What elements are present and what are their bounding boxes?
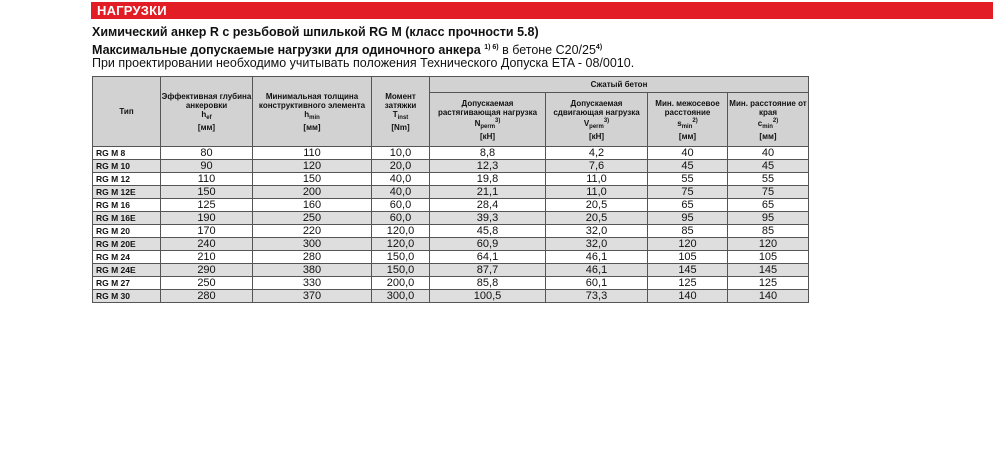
product-title: Химический анкер R с резьбовой шпилькой RG M (класс прочности 5.8) — [92, 25, 539, 39]
section-banner — [91, 2, 993, 19]
col-header-type: Тип — [93, 77, 161, 147]
row-type-cell: RG M 24 — [93, 251, 161, 264]
row-value-cell: 280 — [253, 251, 372, 264]
table-row — [93, 290, 809, 303]
row-value-cell: 125 — [648, 277, 728, 290]
row-value-cell: 150 — [253, 173, 372, 186]
row-value-cell: 240 — [161, 238, 253, 251]
row-value-cell: 90 — [161, 160, 253, 173]
col-header-cmin: Мин. расстояние от края $c_{min}^{2)}$ [мм] — [728, 93, 809, 147]
table-row — [93, 238, 809, 251]
table-row — [93, 147, 809, 160]
row-value-cell: 210 — [161, 251, 253, 264]
col-header-tinst: Момент затяжки $T_{inst}$ [Nm] — [372, 77, 430, 147]
row-value-cell: 95 — [728, 212, 809, 225]
row-value-cell: 20,5 — [546, 212, 648, 225]
table-row — [93, 199, 809, 212]
row-value-cell: 45 — [728, 160, 809, 173]
row-value-cell: 39,3 — [430, 212, 546, 225]
row-value-cell: 150,0 — [372, 264, 430, 277]
loads-subtitle: Максимальные допускаемые нагрузки для одиночного анкера $^{1) 6)}$ в бетоне С20/25$^{4)}$ — [92, 43, 603, 57]
row-value-cell: 40 — [728, 147, 809, 160]
row-type-cell: RG M 20 — [93, 225, 161, 238]
row-value-cell: 100,5 — [430, 290, 546, 303]
row-type-cell: RG M 12E — [93, 186, 161, 199]
row-value-cell: 45 — [648, 160, 728, 173]
row-type-cell: RG M 16E — [93, 212, 161, 225]
row-value-cell: 220 — [253, 225, 372, 238]
row-value-cell: 7,6 — [546, 160, 648, 173]
row-value-cell: 32,0 — [546, 225, 648, 238]
row-value-cell: 55 — [648, 173, 728, 186]
table-row — [93, 160, 809, 173]
row-value-cell: 200,0 — [372, 277, 430, 290]
row-value-cell: 300 — [253, 238, 372, 251]
row-value-cell: 11,0 — [546, 186, 648, 199]
loads-table — [92, 76, 809, 303]
row-value-cell: 120 — [253, 160, 372, 173]
row-value-cell: 290 — [161, 264, 253, 277]
row-value-cell: 85 — [648, 225, 728, 238]
row-value-cell: 300,0 — [372, 290, 430, 303]
row-value-cell: 55 — [728, 173, 809, 186]
row-value-cell: 190 — [161, 212, 253, 225]
col-header-smin: Мин. межосевое расстояние $s_{min}^{2)}$ [мм] — [648, 93, 728, 147]
row-value-cell: 120,0 — [372, 238, 430, 251]
row-value-cell: 120,0 — [372, 225, 430, 238]
row-value-cell: 110 — [253, 147, 372, 160]
row-value-cell: 125 — [728, 277, 809, 290]
row-value-cell: 200 — [253, 186, 372, 199]
row-value-cell: 120 — [648, 238, 728, 251]
table-row — [93, 251, 809, 264]
row-value-cell: 40,0 — [372, 173, 430, 186]
row-value-cell: 19,8 — [430, 173, 546, 186]
table-row — [93, 277, 809, 290]
row-value-cell: 280 — [161, 290, 253, 303]
table-body — [93, 147, 809, 303]
row-value-cell: 140 — [728, 290, 809, 303]
row-value-cell: 105 — [728, 251, 809, 264]
row-value-cell: 10,0 — [372, 147, 430, 160]
row-value-cell: 46,1 — [546, 251, 648, 264]
table-row — [93, 264, 809, 277]
row-type-cell: RG M 30 — [93, 290, 161, 303]
row-type-cell: RG M 8 — [93, 147, 161, 160]
row-value-cell: 80 — [161, 147, 253, 160]
row-type-cell: RG M 10 — [93, 160, 161, 173]
row-value-cell: 145 — [648, 264, 728, 277]
row-value-cell: 140 — [648, 290, 728, 303]
row-value-cell: 75 — [648, 186, 728, 199]
col-header-hmin: Минимальная толщина конструктивного элемента $h_{min}$ [мм] — [253, 77, 372, 147]
row-value-cell: 160 — [253, 199, 372, 212]
row-value-cell: 12,3 — [430, 160, 546, 173]
row-value-cell: 75 — [728, 186, 809, 199]
row-value-cell: 45,8 — [430, 225, 546, 238]
row-value-cell: 60,0 — [372, 199, 430, 212]
row-value-cell: 28,4 — [430, 199, 546, 212]
row-value-cell: 170 — [161, 225, 253, 238]
col-header-nperm: Допускаемая растягивающая нагрузка $N_{perm}^{3)}$ [кН] — [430, 93, 546, 147]
row-value-cell: 125 — [161, 199, 253, 212]
row-value-cell: 250 — [161, 277, 253, 290]
row-value-cell: 120 — [728, 238, 809, 251]
table-row — [93, 173, 809, 186]
table-row — [93, 225, 809, 238]
row-value-cell: 370 — [253, 290, 372, 303]
design-note: При проектировании необходимо учитывать положения Технического Допуска ETA - 08/0010. — [92, 56, 635, 70]
row-value-cell: 60,9 — [430, 238, 546, 251]
row-value-cell: 60,0 — [372, 212, 430, 225]
row-value-cell: 380 — [253, 264, 372, 277]
row-type-cell: RG M 24E — [93, 264, 161, 277]
row-value-cell: 46,1 — [546, 264, 648, 277]
col-header-vperm: Допускаемая сдвигающая нагрузка $V_{perm}^{3)}$ [кН] — [546, 93, 648, 147]
row-value-cell: 20,0 — [372, 160, 430, 173]
row-value-cell: 95 — [648, 212, 728, 225]
col-header-hef: Эффективная глубина анкеровки $h_{ef}$ [мм] — [161, 77, 253, 147]
row-value-cell: 85,8 — [430, 277, 546, 290]
row-type-cell: RG M 27 — [93, 277, 161, 290]
table-row — [93, 212, 809, 225]
row-value-cell: 8,8 — [430, 147, 546, 160]
table-row — [93, 186, 809, 199]
row-value-cell: 330 — [253, 277, 372, 290]
row-value-cell: 60,1 — [546, 277, 648, 290]
row-value-cell: 87,7 — [430, 264, 546, 277]
section-title: НАГРУЗКИ — [97, 3, 167, 18]
row-type-cell: RG M 16 — [93, 199, 161, 212]
row-value-cell: 11,0 — [546, 173, 648, 186]
row-value-cell: 145 — [728, 264, 809, 277]
row-type-cell: RG M 20E — [93, 238, 161, 251]
row-value-cell: 65 — [648, 199, 728, 212]
row-value-cell: 150 — [161, 186, 253, 199]
row-value-cell: 4,2 — [546, 147, 648, 160]
row-value-cell: 64,1 — [430, 251, 546, 264]
row-value-cell: 73,3 — [546, 290, 648, 303]
row-value-cell: 85 — [728, 225, 809, 238]
group-header-concrete: Сжатый бетон — [430, 77, 809, 93]
row-value-cell: 21,1 — [430, 186, 546, 199]
row-value-cell: 32,0 — [546, 238, 648, 251]
row-value-cell: 105 — [648, 251, 728, 264]
row-type-cell: RG M 12 — [93, 173, 161, 186]
row-value-cell: 20,5 — [546, 199, 648, 212]
row-value-cell: 110 — [161, 173, 253, 186]
row-value-cell: 250 — [253, 212, 372, 225]
row-value-cell: 150,0 — [372, 251, 430, 264]
row-value-cell: 65 — [728, 199, 809, 212]
row-value-cell: 40 — [648, 147, 728, 160]
row-value-cell: 40,0 — [372, 186, 430, 199]
